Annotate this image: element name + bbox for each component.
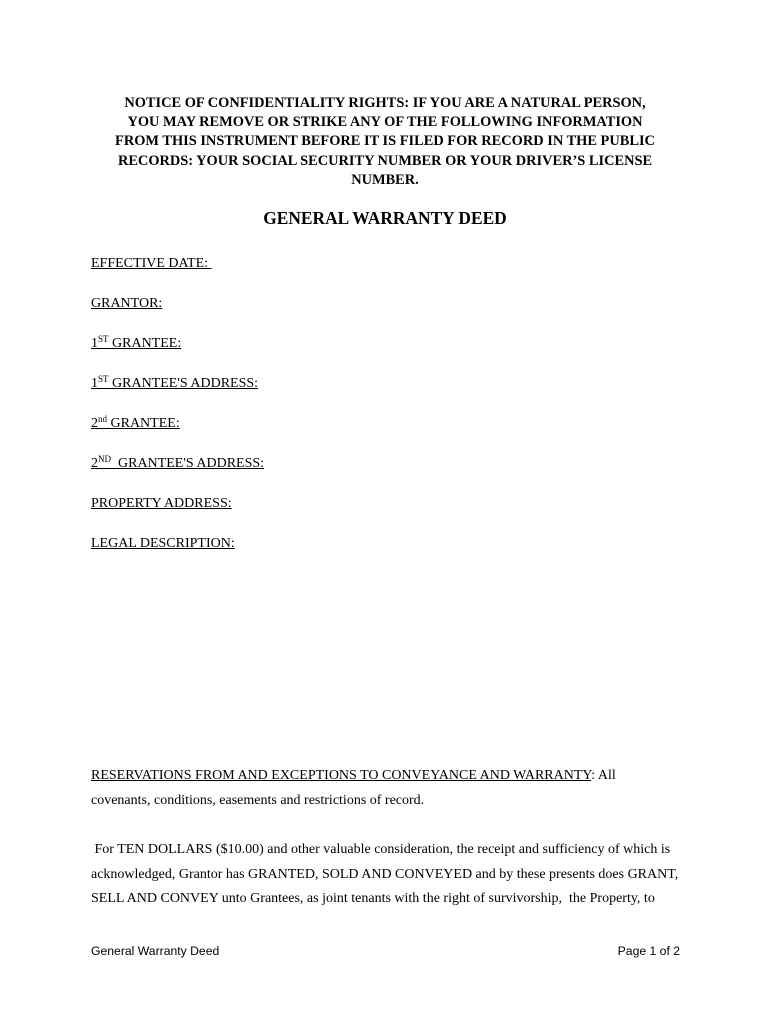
notice-line: FROM THIS INSTRUMENT BEFORE IT IS FILED FOR RECORD IN THE PUBLIC	[115, 133, 655, 150]
ordinal-suffix: ND	[98, 454, 111, 464]
consideration-line: For TEN DOLLARS ($10.00) and other valuable consideration, the receipt and sufficiency of which is	[91, 842, 671, 857]
consideration-line: acknowledged, Grantor has GRANTED, SOLD AND CONVEYED and by these presents does GRANT,	[91, 866, 679, 882]
second-grantee-field	[91, 416, 180, 432]
legal-description-label: LEGAL DESCRIPTION:	[91, 536, 235, 551]
effective-date-field	[91, 256, 212, 272]
reservations-heading-rest: : All	[591, 768, 616, 783]
confidentiality-notice	[90, 94, 680, 190]
grantor-field	[91, 296, 162, 312]
ordinal-number: 1	[91, 336, 98, 351]
reservations-line: covenants, conditions, easements and restrictions of record.	[91, 792, 425, 808]
label-text: GRANTEE:	[107, 416, 180, 431]
label-text: GRANTEE'S ADDRESS:	[111, 456, 265, 471]
reservations-line	[91, 764, 691, 789]
second-grantee-address-field	[91, 456, 264, 472]
reservations-heading: RESERVATIONS FROM AND EXCEPTIONS TO CONVEYANCE AND WARRANTY	[91, 768, 592, 783]
notice-line: YOU MAY REMOVE OR STRIKE ANY OF THE FOLLOWING INFORMATION	[127, 114, 643, 131]
first-grantee-label	[91, 336, 181, 351]
first-grantee-field	[91, 336, 181, 352]
second-grantee-address-label	[91, 456, 264, 471]
notice-line: NUMBER.	[351, 171, 419, 188]
property-address-field	[91, 496, 232, 512]
ordinal-number: 2	[91, 416, 98, 431]
notice-line: RECORDS: YOUR SOCIAL SECURITY NUMBER OR YOUR DRIVER’S LICENSE	[117, 152, 653, 169]
ordinal-number: 2	[91, 456, 98, 471]
document-title: GENERAL WARRANTY DEED	[263, 208, 507, 228]
property-address-label: PROPERTY ADDRESS:	[91, 496, 232, 511]
footer-document-name: General Warranty Deed	[91, 944, 220, 958]
ordinal-suffix: nd	[98, 414, 107, 424]
consideration-paragraph	[91, 838, 691, 912]
label-text: GRANTEE'S ADDRESS:	[108, 376, 259, 391]
legal-description-field	[91, 536, 235, 552]
footer-page-number: Page 1 of 2	[617, 944, 680, 958]
ordinal-suffix: ST	[98, 334, 109, 344]
reservations-paragraph	[91, 764, 691, 813]
second-grantee-label	[91, 416, 180, 431]
first-grantee-address-label	[91, 376, 258, 391]
ordinal-suffix: ST	[98, 374, 109, 384]
effective-date-label: EFFECTIVE DATE:	[91, 256, 212, 271]
consideration-line: SELL AND CONVEY unto Grantees, as joint tenants with the right of survivorship, the Property, to	[91, 891, 655, 906]
ordinal-number: 1	[91, 376, 98, 391]
notice-line: NOTICE OF CONFIDENTIALITY RIGHTS: IF YOU ARE A NATURAL PERSON,	[124, 95, 646, 111]
label-text: GRANTEE:	[108, 336, 182, 351]
first-grantee-address-field	[91, 376, 258, 392]
grantor-label: GRANTOR:	[91, 296, 163, 311]
